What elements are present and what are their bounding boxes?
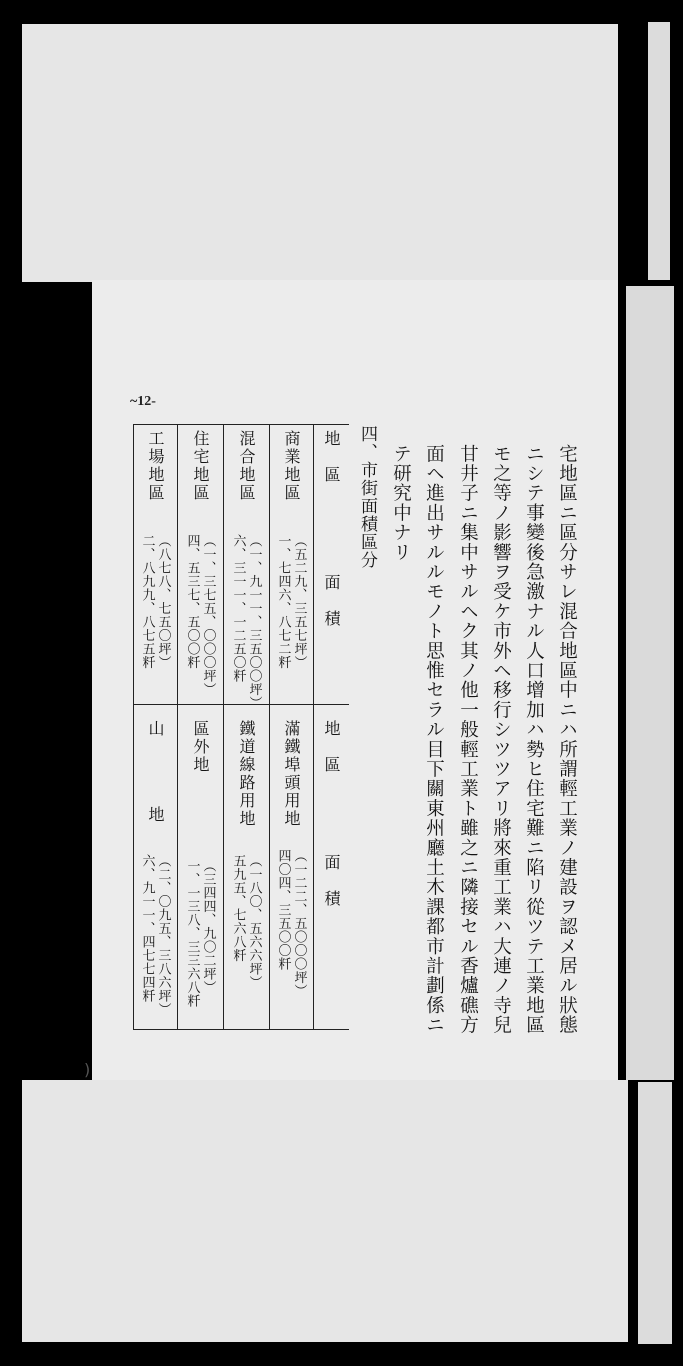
back-sheet-lower-right xyxy=(638,1082,672,1344)
row-1-district-2: 滿鐵埠頭用地 xyxy=(282,720,301,828)
back-sheet-lower xyxy=(22,1080,628,1342)
header-area-2: 面 積 xyxy=(322,854,341,908)
table-bottom-rule xyxy=(133,1029,349,1030)
body-line-5: 面ヘ進出サルルモノト思惟セラル目下關東州廳土木課都市計劃係ニ xyxy=(423,444,445,1035)
area-table xyxy=(133,424,349,1030)
body-line-3: モ之等ノ影響ヲ受ケ市外ヘ移行シツツアリ將來重工業ハ大連ノ寺兒 xyxy=(490,444,512,1035)
back-sheet-right xyxy=(648,22,670,280)
back-sheet xyxy=(22,24,618,282)
row-2-district: 混合地區 xyxy=(237,430,256,502)
row-4-district-2: 山地 xyxy=(146,720,165,892)
body-line-2: ニシテ事變後急激ナル人口增加ハ勢ヒ住宅難ニ陷リ從ツテ工業地區 xyxy=(523,444,545,1035)
row-2-area: 六、三一一、一二五〇粁 （一、九一一、三五〇〇坪） xyxy=(230,534,262,710)
table-top-rule xyxy=(133,424,349,425)
row-1-area-2: 四〇四、三五〇〇粁 （一二二、五〇〇〇坪） xyxy=(275,849,307,998)
row-4-district: 工場地區 xyxy=(146,430,165,502)
row-3-district-2: 區外地 xyxy=(191,720,210,774)
fold-strip xyxy=(626,286,674,1080)
row-3-area-2: 一、一三八、三三六八粁 （三四四、九〇二坪） xyxy=(184,859,216,1008)
page-number: ~12- xyxy=(130,394,156,409)
row-3-area: 四、五三七、五〇〇粁 （一、三七五、〇〇〇坪） xyxy=(184,534,216,696)
header-area: 面 積 xyxy=(322,574,341,628)
header-district: 地 區 xyxy=(322,430,341,484)
row-2-district-2: 鐵道線路用地 xyxy=(237,720,256,828)
row-4-area-2: 六、九一一、四七七四粁 （二、〇九五、三八六坪） xyxy=(139,854,171,1016)
body-line-4: 甘井子ニ集中サルヘク其ノ他一般輕工業ト雖之ニ隣接セル香爐礁方 xyxy=(457,444,479,1035)
row-1-district: 商業地區 xyxy=(282,430,301,502)
row-2-area-2: 五九五、七六八粁 （一八〇、五六六坪） xyxy=(230,854,262,989)
stray-mark: ) xyxy=(84,1060,91,1079)
row-4-area: 二、八九九、八七五粁 （八七八、七五〇坪） xyxy=(139,534,171,669)
body-line-1: 宅地區ニ區分サレ混合地區中ニハ所謂輕工業ノ建設ヲ認メ居ル狀態 xyxy=(556,444,578,1035)
section-heading: 四、市街面積區分 xyxy=(357,425,377,569)
body-line-6: テ研究中ナリ xyxy=(390,444,412,563)
row-3-district: 住宅地區 xyxy=(191,430,210,502)
header-district-2: 地 區 xyxy=(322,720,341,774)
row-1-area: 一、七四六、八七二粁 （五二九、三五七坪） xyxy=(275,534,307,669)
